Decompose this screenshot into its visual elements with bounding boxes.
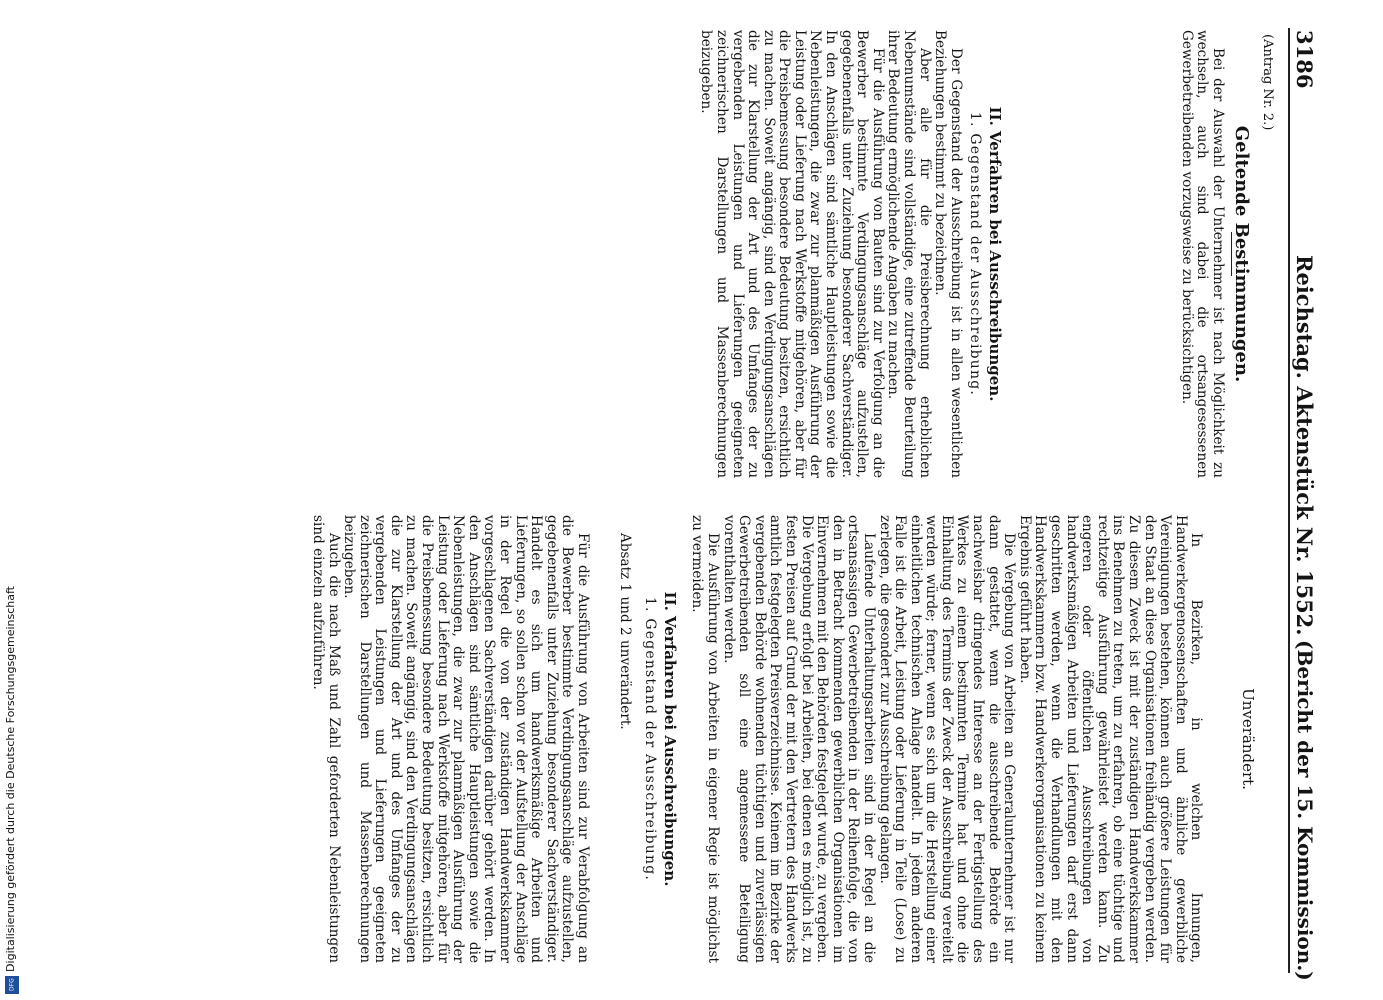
paragraph: Die Vergebung von Arbeiten an Generalunternehmer ist nur dann gestattet, wenn die ausschreibende Behörde ein nachweisbar dringendes Interesse an der Fertigstellung des Werkes zu einem bestimmten Termine hat und ohne die Einhaltung des Termins der Zweck der Ausschreibung vereitelt werden würde; ferner, wenn es sich um die Herstellung einer einheitlichen technischen Anlage handelt. In jedem anderen Falle ist die Arbeit, Leistung oder Lieferung in Teile (Lose) zu zerlegen, die gesondert zur Ausschreibung gelangen. <box>876 515 1018 963</box>
left-column <box>698 30 1283 478</box>
paragraph: Auch die nach Maß und Zahl geforderten Nebenleistungen sind einzeln aufzuführen. <box>309 515 342 963</box>
chapter-title: II. Verfahren bei Ausschreibungen. <box>986 106 1005 402</box>
footer-note: Digitalisierung gefördert durch die Deutsche Forschungsgemeinschaft <box>4 586 17 972</box>
paragraph: Laufende Unterhaltungsarbeiten sind in der Regel an die ortsansässigen Gewerbetreibenden in der Reihenfolge, die von den in Betracht kommenden gewerblichen Organisationen im Einvernehmen mit den Behörden festgelegt wurde, zu vergeben. Die Vergebung erfolgt bei Arbeiten, bei denen es möglich ist, zu festen Preisen auf Grund der mit den Vertretern des Handwerks amtlich festgelegten Preisverzeichnisse. Keinem im Bezirke der vergebenden Behörde wohnenden tüchtigen und zuverlässigen Gewerbetreibenden soll eine angemessene Beteiligung vorenthalten werden. <box>720 515 877 963</box>
report-reference: (Bericht der 15. Kommission.) <box>1293 640 1317 981</box>
paragraph: Die Ausführung von Arbeiten in eigener Regie ist möglichst zu vermeiden. <box>689 515 721 963</box>
subheading: 1. Gegenstand der Ausschreibung. <box>642 596 659 882</box>
unchanged-label: Unverändert. <box>1239 688 1257 790</box>
paragraph: In Bezirken, in welchen Innungen, Handwerkergenossenschaften und ähnliche gewerbliche Vereinigungen bestehen, können auch größere Leistungen für den Staat an diese Organisationen freihändig vergeben werden. Zu diesem Zweck ist mit der zuständigen Handwerkskammer ins Benehmen zu treten, um zu erfahren, ob eine tüchtige und rechtzeitige Ausführung gewährleistet werden kann. Zu engeren oder öffentlichen Ausschreibungen von handwerksmäßigen Arbeiten und Lieferungen darf erst dann geschritten werden, wenn die Verhandlungen mit den Handwerkskammern bzw. Handwerkerorganisationen zu keinem Ergebnis geführt haben. <box>1016 515 1205 963</box>
paragraph: Für die Ausführung von Bauten sind zur Verfolgung an die Bewerber bestimmte Verdingungsanschläge aufzustellen, gegebenenfalls unter Zuziehung besonderer Sachverständiger. In den Anschlägen sind sämtliche Hauptleistungen sowie die Nebenleistungen, die zwar zur planmäßigen Ausführung der Leistung oder Lieferung nach Werkstoffe mitgehören, aber für die Preisbemessung besondere Bedeutung besitzen, ersichtlich zu machen. Soweit angängig, sind den Verdingungsanschlägen die zur Klarstellung der Art und des Umfanges der zu vergebenden Leistungen und Lieferungen geeigneten zeichnerischen Darstellungen und Massenberechnungen beizugeben. <box>698 30 886 478</box>
subheading: 1. Gegenstand der Ausschreibung. <box>967 111 984 397</box>
antrag-label: (Antrag Nr. 2.) <box>1260 34 1275 131</box>
absatz-note: Absatz 1 und 2 unverändert. <box>616 533 633 730</box>
section-title: Geltende Bestimmungen. <box>1231 125 1253 383</box>
dfg-logo: DFG <box>5 976 19 994</box>
header-rule <box>1288 28 1290 973</box>
paragraph: Aber alle für die Preisberechnung erheblichen Nebenumstände sind vollständige, eine zutreffende Beurteilung ihrer Bedeutung ermöglichende Angaben zu machen. <box>885 30 933 478</box>
right-column <box>309 515 1283 963</box>
digitization-footer <box>4 584 20 994</box>
running-header: Reichstag. Aktenstück Nr. 1552. <box>1292 255 1317 636</box>
intro-paragraph: Bei der Auswahl der Unternehmer ist nach Möglichkeit zu wechseln, auch sind dabei die ortsangesessenen Gewerbetreibenden vorzugsweise zu berücksichtigen. <box>1178 30 1226 478</box>
paragraph: Für die Ausführung von Arbeiten sind zur Verabfolgung an die Bewerber bestimmte Verdingungsanschläge aufzustellen, gegebenenfalls unter Zuziehung besonderer Sachverständiger. Handelt es sich um handwerksmäßige Arbeiten und Lieferungen, so sollen schon vor der Aufstellung der Anschläge in der Regel die von der zuständigen Handwerkskammer vorgeschlagenen Sachverständigen darüber gehört werden. In den Anschlägen sind sämtliche Hauptleistungen sowie die Nebenleistungen, die zwar zur planmäßigen Ausführung der Leistung oder Lieferung nach Werkstoffe mitgehören, aber für die Preisbemessung besondere Bedeutung besitzen, ersichtlich zu machen. Soweit angängig, sind den Verdingungsanschlägen die zur Klarstellung der Art und des Umfanges der zu vergebenden Leistungen und Lieferungen geeigneten zeichnerischen Darstellungen und Massenberechnungen beizugeben. <box>341 515 592 963</box>
chapter-title: II. Verfahren bei Ausschreibungen. <box>660 591 679 887</box>
page-number: 3186 <box>1292 30 1317 89</box>
paragraph: Der Gegenstand der Ausschreibung ist in allen wesentlichen Beziehungen bestimmt zu bezeichnen. <box>932 30 964 478</box>
